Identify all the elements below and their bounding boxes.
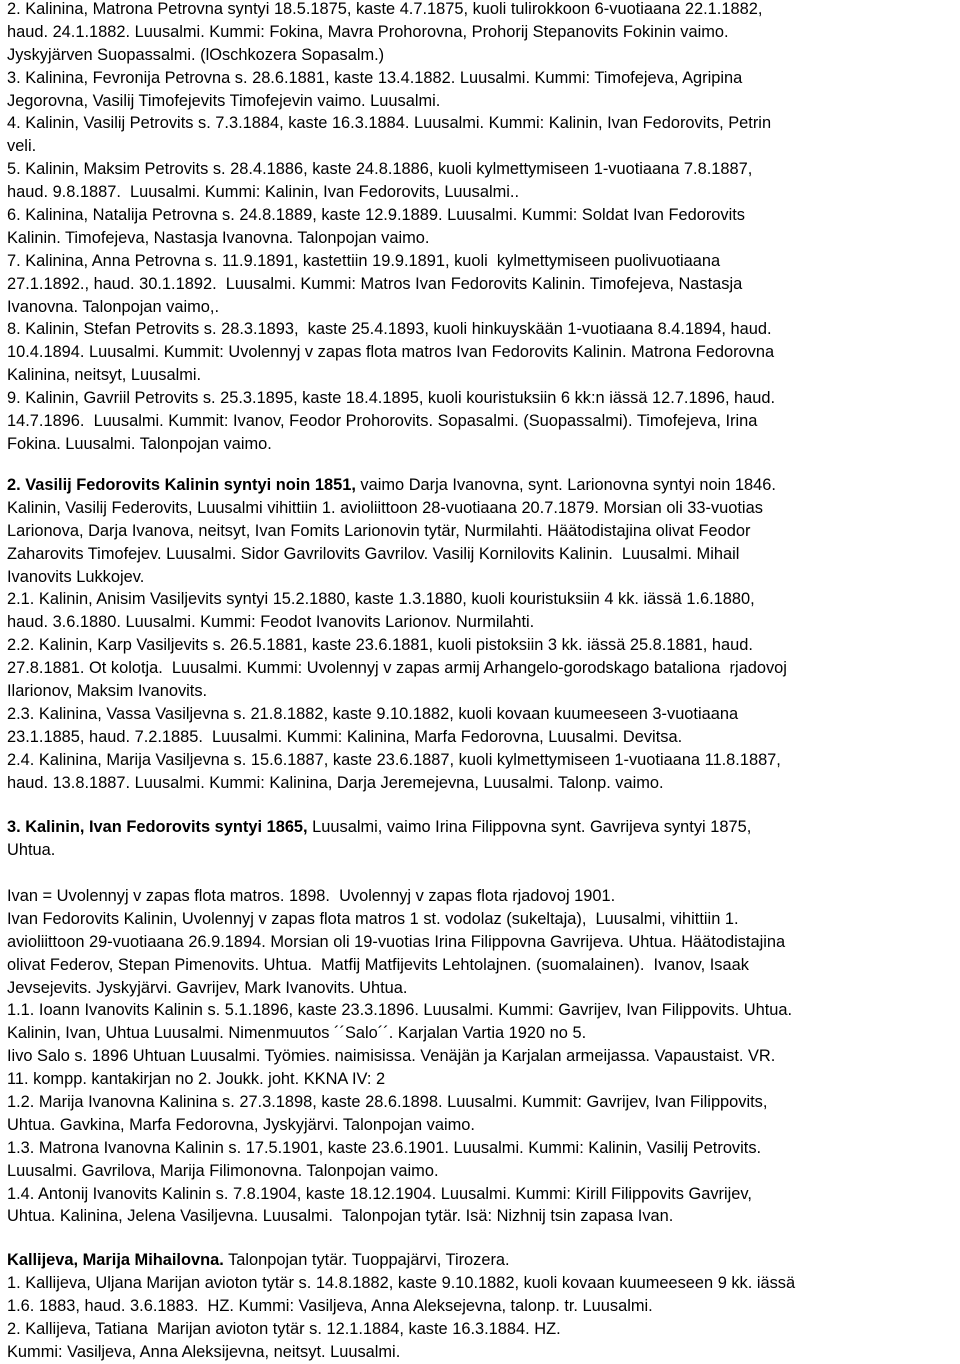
text-line: 27.1.1892., haud. 30.1.1892. Luusalmi. Kummi: Matros Ivan Fedorovits Kalinin. Timofejeva, Nastasja: [7, 274, 743, 293]
text-line: Kalinin, Ivan, Uhtua Luusalmi. Nimenmuutos ´´Salo´´. Karjalan Vartia 1920 no 5.: [7, 1024, 587, 1043]
heading-bold: 2. Vasilij Fedorovits Kalinin syntyi noin 1851,: [7, 476, 356, 494]
text-line: 2.4. Kalinina, Marija Vasiljevna s. 15.6.1887, kaste 23.6.1887, kuoli kylmettymiseen 1-vuotiaana 11.8.1887,: [7, 750, 781, 769]
text-line: 1. Kallijeva, Uljana Marijan avioton tytär s. 14.8.1882, kaste 9.10.1882, kuoli kovaan kuumeeseen 9 kk. iässä: [7, 1273, 796, 1292]
text-line: 5. Kalinin, Maksim Petrovits s. 28.4.1886, kaste 24.8.1886, kuoli kylmettymiseen 1-vuotiaana 7.8.1887,: [7, 160, 753, 179]
text-line: avioliittoon 29-vuotiaana 26.9.1894. Morsian oli 19-vuotias Irina Filippovna Gavrijeva. Uhtua. Häätodistajina: [7, 932, 786, 951]
text-line: 9. Kalinin, Gavriil Petrovits s. 25.3.1895, kaste 18.4.1895, kuoli kouristuksiin 6 kk:n iässä 12.7.1896, haud.: [7, 389, 776, 408]
heading-bold: Kallijeva, Marija Mihailovna.: [7, 1251, 224, 1269]
text-line: 11. kompp. kantakirjan no 2. Joukk. joht. KKNA IV: 2: [7, 1070, 386, 1089]
text-line: 1.4. Antonij Ivanovits Kalinin s. 7.8.1904, kaste 18.12.1904. Luusalmi. Kummi: Kirill Filippovits Gavrijev,: [7, 1184, 752, 1203]
text-line: Ivan = Uvolennyj v zapas flota matros. 1898. Uvolennyj v zapas flota rjadovoj 1901.: [7, 887, 616, 905]
text-line: 2. Kalinina, Matrona Petrovna syntyi 18.5.1875, kaste 4.7.1875, kuoli tulirokkoon 6-vuotiaana 22.1.1882,: [7, 0, 763, 18]
text-line: 1.2. Marija Ivanovna Kalinina s. 27.3.1898, kaste 28.6.1898. Luusalmi. Kummit: Gavrijev, Ivan Filippovits,: [7, 1093, 768, 1112]
text-line: Fokina. Luusalmi. Talonpojan vaimo.: [7, 434, 272, 453]
heading-rest: Talonpojan tytär. Tuoppajärvi, Tirozera.: [223, 1251, 510, 1269]
text-line: Kalinina, neitsyt, Luusalmi.: [7, 366, 202, 385]
text-line: haud. 13.8.1887. Luusalmi. Kummi: Kalinina, Darja Jeremejevna, Luusalmi. Talonp. vaimo.: [7, 773, 664, 792]
heading-bold: 3. Kalinin, Ivan Fedorovits syntyi 1865,: [7, 818, 308, 836]
text-line: 27.8.1881. Ot kolotja. Luusalmi. Kummi: Uvolennyj v zapas armij Arhangelo-gorodskago bataliona rjadovoj: [7, 659, 787, 678]
text-line: haud. 24.1.1882. Luusalmi. Kummi: Fokina, Mavra Prohorovna, Prohorij Stepanovits Fokinin vaimo.: [7, 22, 729, 41]
text-line: Uhtua. Kalinina, Jelena Vasiljevna. Luusalmi. Talonpojan tytär. Isä: Nizhnij tsin zapasa Ivan.: [7, 1207, 674, 1226]
text-line: Jyskyjärven Suopassalmi. (lOschkozera Sopasalm.): [7, 45, 385, 64]
text-line: Ivan Fedorovits Kalinin, Uvolennyj v zapas flota matros 1 st. vodolaz (sukeltaja), Luusalmi, vihittiin 1.: [7, 909, 739, 928]
text-line: 1.6. 1883, haud. 3.6.1883. HZ. Kummi: Vasiljeva, Anna Aleksejevna, talonp. tr. Luusalmi.: [7, 1296, 653, 1315]
text-line: Jegorovna, Vasilij Timofejevits Timofejevin vaimo. Luusalmi.: [7, 91, 441, 110]
text-line: 2.3. Kalinina, Vassa Vasiljevna s. 21.8.1882, kaste 9.10.1882, kuoli kovaan kuumeeseen 3-vuotiaana: [7, 704, 739, 723]
text-line: 7. Kalinina, Anna Petrovna s. 11.9.1891, kastettiin 19.9.1891, kuoli kylmettymiseen puolivuotiaana: [7, 251, 721, 270]
section-ivan-body: [7, 885, 955, 1228]
section-heading: [7, 816, 955, 839]
section-heading: [7, 1249, 955, 1272]
text-line: 23.1.1885, haud. 7.2.1885. Luusalmi. Kummi: Kalinina, Marfa Fedorovna, Luusalmi. Devitsa.: [7, 727, 683, 746]
text-line: Ilarionov, Maksim Ivanovits.: [7, 682, 208, 701]
section-ivan-heading: [7, 816, 955, 862]
text-line: 3. Kalinina, Fevronija Petrovna s. 28.6.1881, kaste 13.4.1882. Luusalmi. Kummi: Timofejeva, Agripina: [7, 68, 743, 87]
text-line: Kalinin, Vasilij Federovits, Luusalmi vihittiin 1. avioliittoon 28-vuotiaana 20.7.1879. Morsian oli 33-vuotias: [7, 498, 763, 517]
text-line: 2.2. Kalinin, Karp Vasiljevits s. 26.5.1881, kaste 23.6.1881, kuoli pistoksiin 3 kk. iässä 25.8.1881, haud.: [7, 636, 753, 655]
text-line: 14.7.1896. Luusalmi. Kummit: Ivanov, Feodor Prohorovits. Sopasalmi. (Suopassalmi). Timofejeva, Irina: [7, 412, 758, 431]
text-line: Uhtua.: [7, 840, 56, 859]
text-line: Jevsejevits. Jyskyjärvi. Gavrijev, Mark Ivanovits. Uhtua.: [7, 978, 408, 997]
text-line: Iivo Salo s. 1896 Uhtuan Luusalmi. Työmies. naimisissa. Venäjän ja Karjalan armeijassa. Vapaustaist. VR.: [7, 1047, 776, 1066]
text-line: Ivanovna. Talonpojan vaimo,.: [7, 297, 220, 316]
section-vasilij: [7, 474, 955, 794]
text-line: olivat Federov, Stepan Pimenovits. Uhtua. Matfij Matfijevits Lehtolajnen. (suomalainen). Ivanov, Isaak: [7, 955, 749, 974]
text-line: Larionova, Darja Ivanova, neitsyt, Ivan Fomits Larionovin tytär, Nurmilahti. Häätodistajina olivat Feodor: [7, 521, 751, 540]
heading-rest: Luusalmi, vaimo Irina Filippovna synt. Gavrijeva syntyi 1875,: [307, 818, 752, 836]
text-line: veli.: [7, 137, 37, 156]
heading-rest: vaimo Darja Ivanovna, synt. Larionovna syntyi noin 1846.: [355, 476, 776, 494]
text-line: 2. Kallijeva, Tatiana Marijan avioton tytär s. 12.1.1884, kaste 16.3.1884. HZ.: [7, 1319, 561, 1338]
text-line: 1.1. Ioann Ivanovits Kalinin s. 5.1.1896, kaste 23.3.1896. Luusalmi. Kummi: Gavrijev, Ivan Filippovits. Uhtua.: [7, 1001, 793, 1020]
text-line: 4. Kalinin, Vasilij Petrovits s. 7.3.1884, kaste 16.3.1884. Luusalmi. Kummi: Kalinin, Ivan Fedorovits, Petrin: [7, 114, 772, 133]
text-line: Uhtua. Gavkina, Marfa Fedorovna, Jyskyjärvi. Talonpojan vaimo.: [7, 1115, 475, 1134]
text-line: Zaharovits Timofejev. Luusalmi. Sidor Gavrilovits Gavrilov. Vasilij Kornilovits Kalinin. Luusalmi. Mihail: [7, 544, 740, 563]
text-line: 8. Kalinin, Stefan Petrovits s. 28.3.1893, kaste 25.4.1893, kuoli hinkuyskään 1-vuotiaana 8.4.1894, haud.: [7, 320, 772, 339]
text-line: 10.4.1894. Luusalmi. Kummit: Uvolennyj v zapas flota matros Ivan Fedorovits Kalinin. Matrona Fedorovna: [7, 343, 775, 362]
text-line: 1.3. Matrona Ivanovna Kalinin s. 17.5.1901, kaste 23.6.1901. Luusalmi. Kummi: Kalinin, Vasilij Petrovits.: [7, 1138, 762, 1157]
text-line: Kummi: Vasiljeva, Anna Aleksijevna, neitsyt. Luusalmi.: [7, 1342, 401, 1361]
text-line: Kalinin. Timofejeva, Nastasja Ivanovna. Talonpojan vaimo.: [7, 228, 430, 247]
block-petrov-children: [7, 0, 955, 456]
section-kallijeva: [7, 1249, 955, 1363]
text-line: 2.1. Kalinin, Anisim Vasiljevits syntyi 15.2.1880, kaste 1.3.1880, kuoli kouristuksiin 4 kk. iässä 1.6.1880,: [7, 590, 755, 609]
section-heading: [7, 474, 955, 497]
text-line: haud. 3.6.1880. Luusalmi. Kummi: Feodot Ivanovits Larionov. Nurmilahti.: [7, 613, 535, 632]
text-line: Ivanovits Lukkojev.: [7, 567, 145, 586]
text-line: haud. 9.8.1887. Luusalmi. Kummi: Kalinin, Ivan Fedorovits, Luusalmi..: [7, 183, 520, 202]
text-line: 6. Kalinina, Natalija Petrovna s. 24.8.1889, kaste 12.9.1889. Luusalmi. Kummi: Soldat Ivan Fedorovits: [7, 206, 745, 225]
text-line: Luusalmi. Gavrilova, Marija Filimonovna. Talonpojan vaimo.: [7, 1161, 439, 1180]
